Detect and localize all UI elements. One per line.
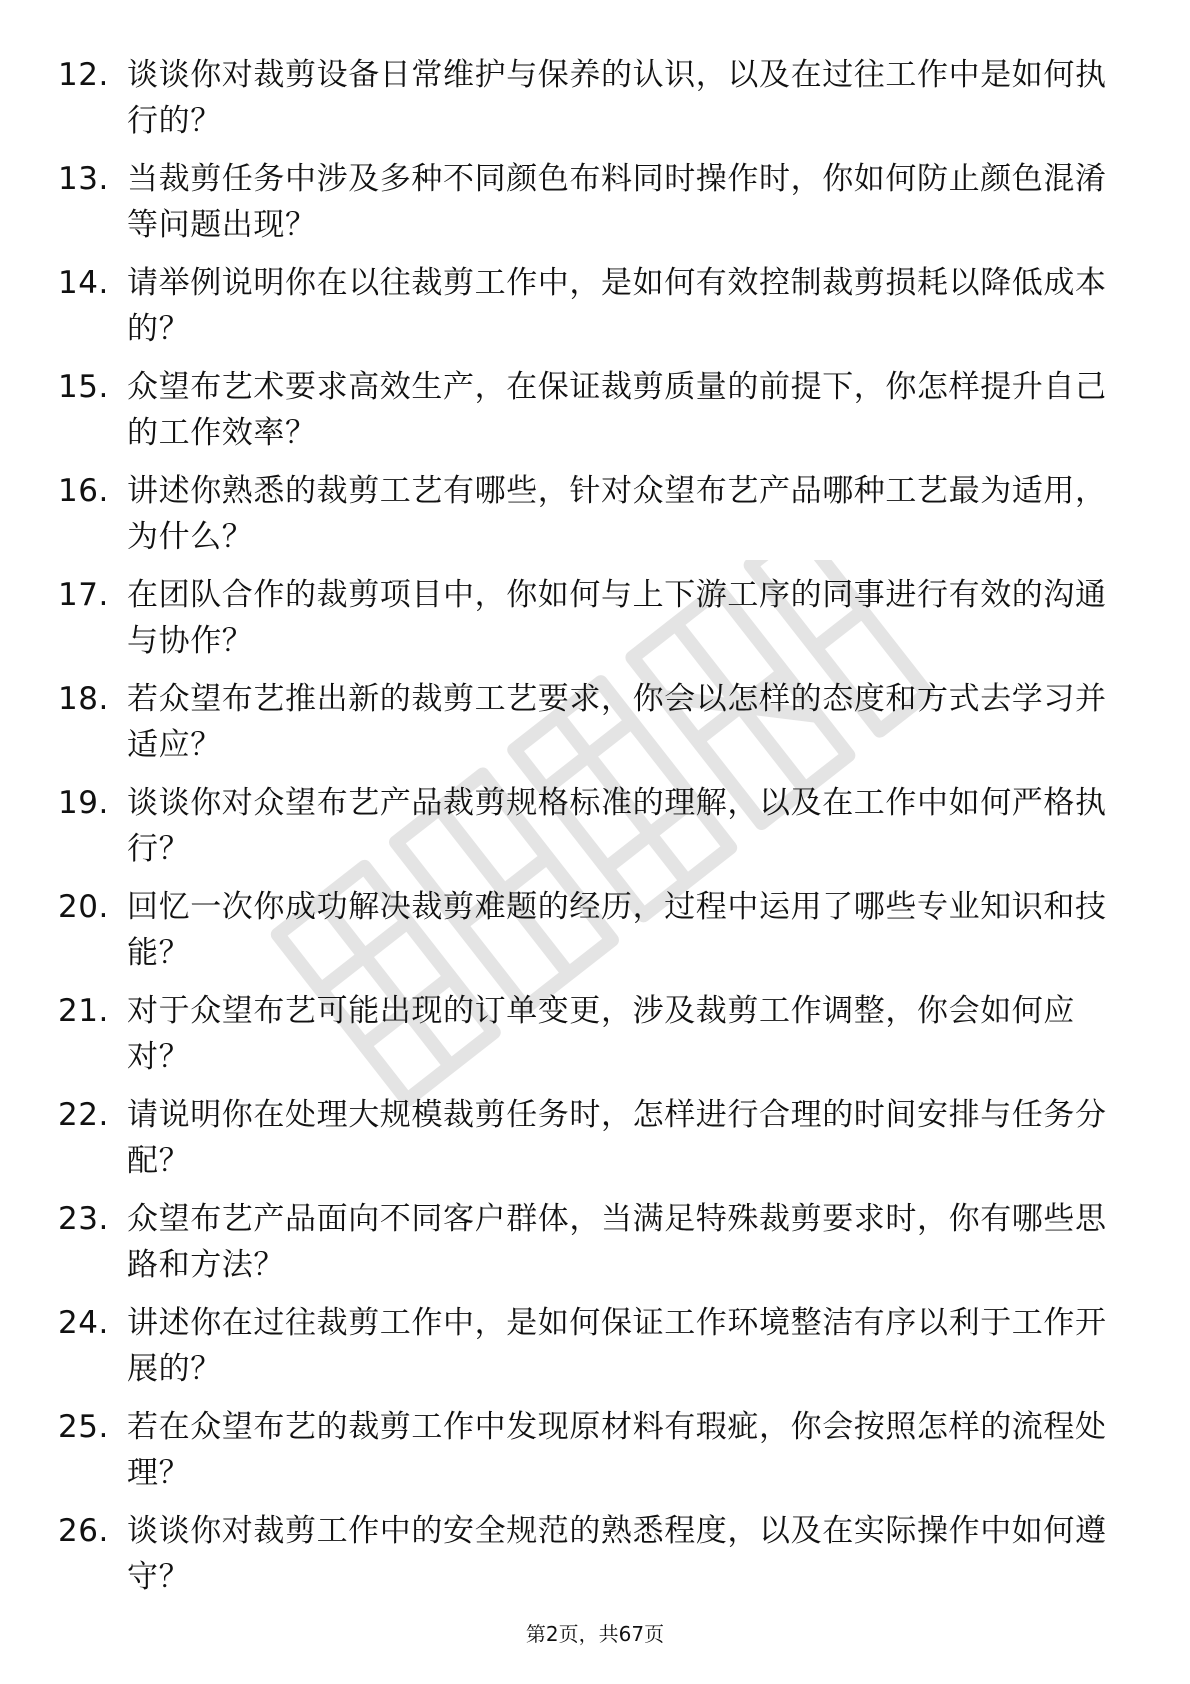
question-text: 请举例说明你在以往裁剪工作中，是如何有效控制裁剪损耗以降低成本的？ xyxy=(127,265,1107,347)
question-item xyxy=(58,1300,1108,1404)
question-list xyxy=(58,52,1108,1612)
question-number: 23. xyxy=(58,1201,109,1237)
question-number: 26. xyxy=(58,1513,109,1549)
question-number: 16. xyxy=(58,473,109,509)
question-text: 当裁剪任务中涉及多种不同颜色布料同时操作时，你如何防止颜色混淆等问题出现？ xyxy=(127,161,1107,243)
question-number: 17. xyxy=(58,577,109,613)
question-text: 若众望布艺推出新的裁剪工艺要求，你会以怎样的态度和方式去学习并适应？ xyxy=(127,681,1107,763)
question-text: 谈谈你对众望布艺产品裁剪规格标准的理解，以及在工作中如何严格执行？ xyxy=(127,785,1107,867)
question-number: 21. xyxy=(58,993,109,1029)
question-item xyxy=(58,1508,1108,1612)
question-number: 25. xyxy=(58,1409,109,1445)
question-number: 24. xyxy=(58,1305,109,1341)
question-number: 22. xyxy=(58,1097,109,1133)
question-item xyxy=(58,1092,1108,1196)
question-number: 13. xyxy=(58,161,109,197)
question-text: 若在众望布艺的裁剪工作中发现原材料有瑕疵，你会按照怎样的流程处理？ xyxy=(127,1409,1107,1491)
question-item xyxy=(58,156,1108,260)
question-number: 15. xyxy=(58,369,109,405)
question-text: 讲述你在过往裁剪工作中，是如何保证工作环境整洁有序以利于工作开展的？ xyxy=(127,1305,1107,1387)
question-text: 谈谈你对裁剪工作中的安全规范的熟悉程度，以及在实际操作中如何遵守？ xyxy=(127,1513,1107,1595)
question-text: 讲述你熟悉的裁剪工艺有哪些，针对众望布艺产品哪种工艺最为适用，为什么？ xyxy=(127,473,1107,555)
question-number: 12. xyxy=(58,57,109,93)
question-item xyxy=(58,260,1108,364)
question-item xyxy=(58,468,1108,572)
question-number: 20. xyxy=(58,889,109,925)
question-text: 众望布艺产品面向不同客户群体，当满足特殊裁剪要求时，你有哪些思路和方法？ xyxy=(127,1201,1107,1283)
question-item xyxy=(58,1404,1108,1508)
question-number: 19. xyxy=(58,785,109,821)
question-item xyxy=(58,884,1108,988)
question-item xyxy=(58,572,1108,676)
question-text: 对于众望布艺可能出现的订单变更，涉及裁剪工作调整，你会如何应对？ xyxy=(127,993,1075,1075)
question-number: 18. xyxy=(58,681,109,717)
question-item xyxy=(58,676,1108,780)
question-text: 谈谈你对裁剪设备日常维护与保养的认识，以及在过往工作中是如何执行的？ xyxy=(127,57,1107,139)
question-item xyxy=(58,364,1108,468)
question-item xyxy=(58,988,1108,1092)
question-text: 请说明你在处理大规模裁剪任务时，怎样进行合理的时间安排与任务分配？ xyxy=(127,1097,1107,1179)
question-text: 回忆一次你成功解决裁剪难题的经历，过程中运用了哪些专业知识和技能？ xyxy=(127,889,1107,971)
question-text: 在团队合作的裁剪项目中，你如何与上下游工序的同事进行有效的沟通与协作？ xyxy=(127,577,1107,659)
question-item xyxy=(58,52,1108,156)
question-text: 众望布艺术要求高效生产，在保证裁剪质量的前提下，你怎样提升自己的工作效率？ xyxy=(127,369,1107,451)
page-number-footer: 第2页，共67页 xyxy=(525,1622,665,1646)
question-number: 14. xyxy=(58,265,109,301)
question-item xyxy=(58,1196,1108,1300)
question-item xyxy=(58,780,1108,884)
